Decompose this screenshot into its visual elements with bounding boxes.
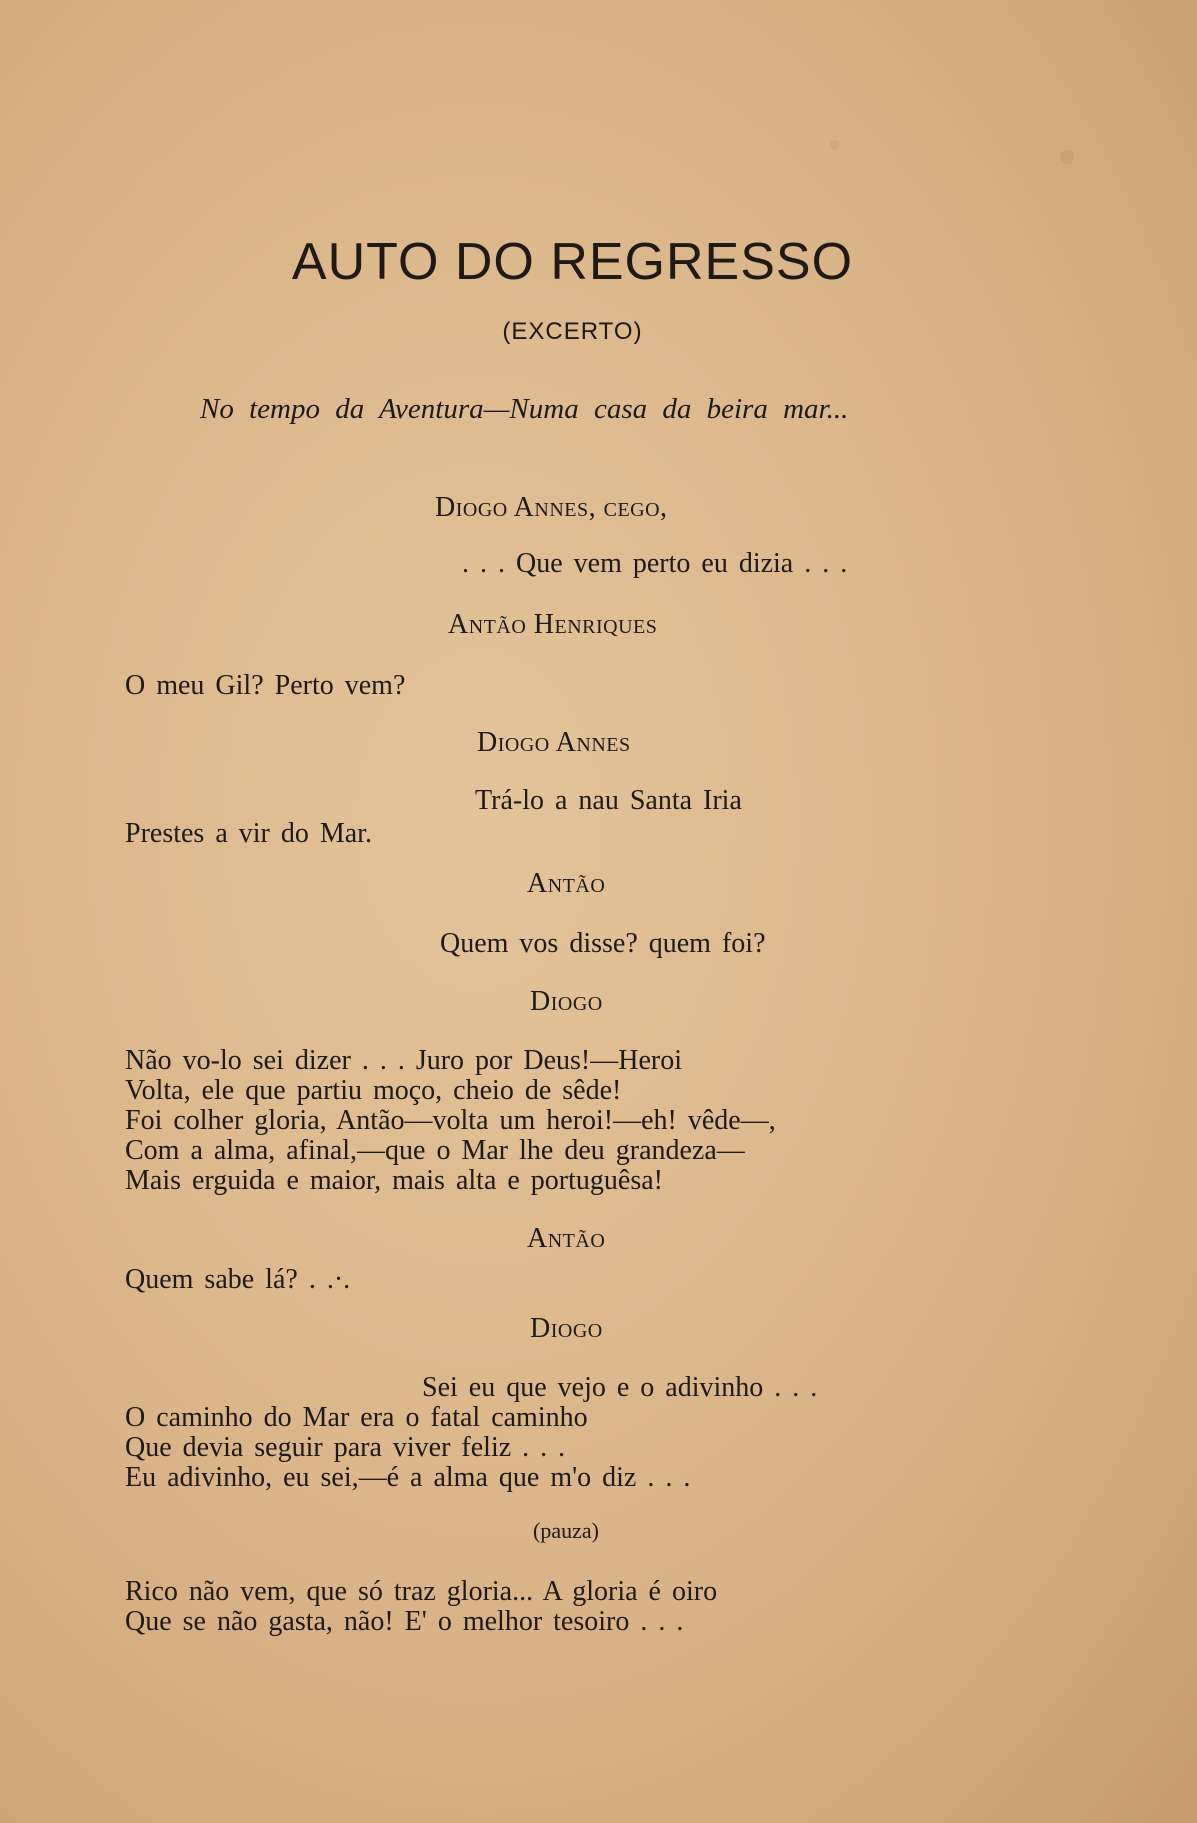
verse-line: O meu Gil? Perto vem? [125, 670, 406, 701]
verse-line: Trá-lo a nau Santa Iria [475, 785, 742, 816]
speaker-diogo-annes: Diogo Annes [477, 727, 631, 758]
verse-line: . . . Que vem perto eu dizia . . . [462, 548, 848, 579]
verse-line: Eu adivinho, eu sei,—é a alma que m'o diz . . . [125, 1462, 691, 1493]
verse-line: Rico não vem, que só traz gloria... A gloria é oiro [125, 1576, 718, 1607]
verse-line: Sei eu que vejo e o adivinho . . . [422, 1372, 818, 1403]
speaker-diogo-annes: Diogo Annes, cego, [435, 492, 668, 523]
page-subtitle: (EXCERTO) [502, 318, 643, 345]
speaker-antao: Antão [527, 1223, 606, 1254]
verse-line: Que devia seguir para viver feliz . . . [125, 1432, 566, 1463]
verse-line: Com a alma, afinal,—que o Mar lhe deu grandeza— [125, 1135, 745, 1166]
verse-line: Não vo-lo sei dizer . . . Juro por Deus!—Heroi [125, 1045, 682, 1076]
verse-line: Mais erguida e maior, mais alta e portuguêsa! [125, 1165, 663, 1196]
verse-line: Volta, ele que partiu moço, cheio de sêde! [125, 1075, 622, 1106]
speaker-antao: Antão [527, 868, 606, 899]
verse-line: Quem vos disse? quem foi? [440, 928, 766, 959]
speaker-diogo: Diogo [530, 1313, 603, 1344]
stage-setting: No tempo da Aventura—Numa casa da beira mar... [200, 393, 849, 425]
verse-block [125, 1403, 690, 1493]
verse-line: Que se não gasta, não! E' o melhor tesoiro . . . [125, 1606, 684, 1637]
verse-line: Prestes a vir do Mar. [125, 818, 372, 849]
verse-line: Quem sabe lá? . .·. [125, 1264, 351, 1295]
verse-line: O caminho do Mar era o fatal caminho [125, 1402, 588, 1433]
verse-line: Foi colher gloria, Antão—volta um heroi!—eh! vêde—, [125, 1105, 776, 1136]
paper-spot [1060, 150, 1074, 164]
speaker-antao-henriques: Antão Henriques [448, 609, 658, 640]
verse-block [125, 1577, 717, 1637]
speaker-diogo: Diogo [530, 986, 603, 1017]
verse-block [125, 1046, 776, 1196]
page-title: AUTO DO REGRESSO [291, 233, 854, 291]
paper-spot [830, 140, 840, 150]
stage-direction: (pauza) [533, 1518, 599, 1543]
